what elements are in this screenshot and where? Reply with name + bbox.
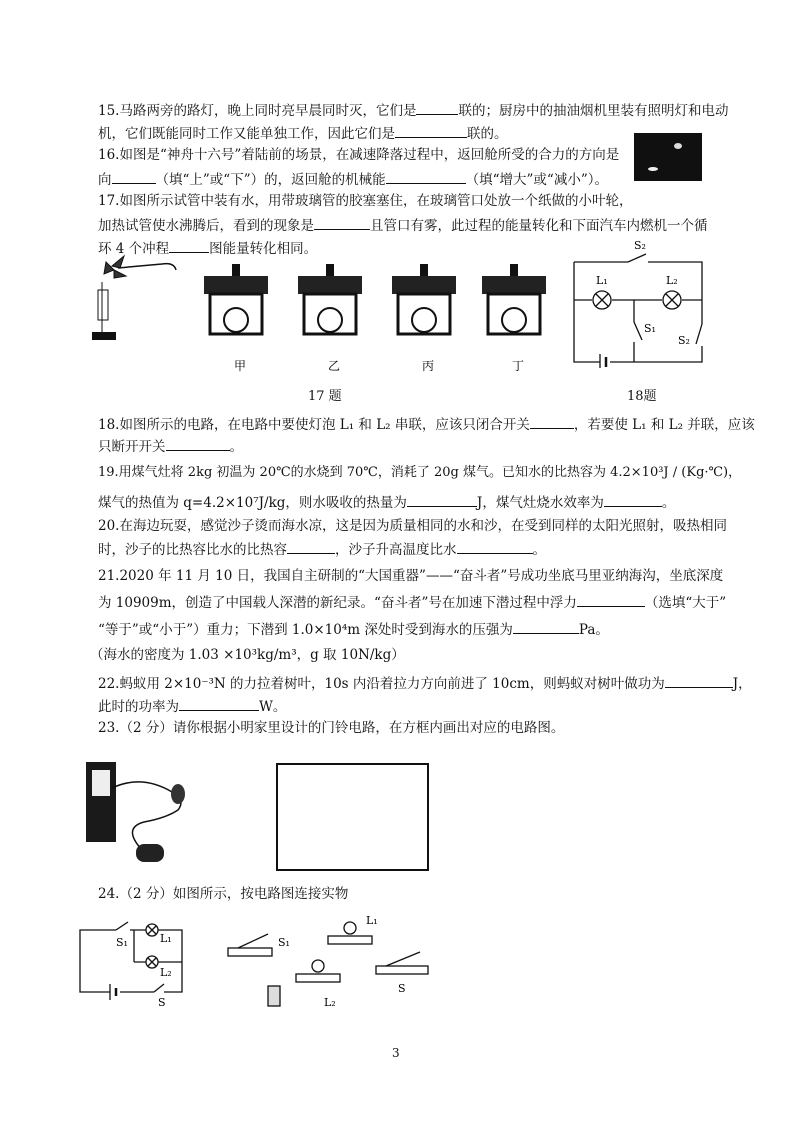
q21-text-b: 为 10909m，创造了中国载人深潜的新纪录。“奋斗者”号在加速下潜过程中浮力 [98,595,577,611]
circuit-18-label-l2: L₂ [666,274,678,287]
parachute-light [674,143,682,149]
q21-text-e: Pa。 [578,622,609,638]
q17-line1 [98,192,632,210]
q20-text-b: 时，沙子的比热容比水的比热容 [98,542,287,558]
circuit-18-label-s2-right: S₂ [678,334,690,347]
q18-blank-2 [166,436,230,451]
engine-yi [298,264,362,334]
q18-text-a: 18.如图所示的电路，在电路中要使灯泡 L₁ 和 L₂ 串联，应该只闭合开关 [98,417,530,433]
circuit-24-diagram [74,910,210,1006]
circuit-24-label-l1: L₁ [160,932,172,945]
q19-line2 [98,492,675,512]
engine-label-ding: 丁 [512,359,525,373]
q16-text-a: 16.如图是“神舟十六号”着陆前的场景，在减速降落过程中，返回舱所受的合力的方向是 [98,147,620,163]
q22-blank-1 [665,673,733,688]
q15-text-c: 机，它们既能同时工作又能单独工作，因此它们是 [98,126,395,142]
q22-text-a: 22.蚂蚁用 2×10⁻³N 的力拉着树叶，10s 内沿着拉力方向前进了 10cm，则蚂蚁对树叶做功为 [98,676,665,692]
q22-text-d: W。 [259,699,287,715]
battery-icon [136,844,164,862]
q18-line1 [98,414,755,434]
lamp-l2-object [296,974,340,982]
q16-line2 [98,169,608,189]
lamp-l1-object [328,936,372,944]
q17-text-e: 图能量转化相同。 [209,241,318,257]
q20-blank-1 [287,539,335,554]
q16-blank-2 [386,169,466,184]
q18-line2 [98,436,243,456]
circuit-18-label-l1: L₁ [596,274,608,287]
circuit-24-label-s1: S₁ [116,936,128,949]
q18-text-c: 只断开开关 [98,439,166,455]
shenzhou-16-photo [634,133,702,181]
hand-glass-tube [118,264,176,270]
doorbell-photo [82,758,194,868]
q20-line1 [98,517,727,535]
q21-blank-2 [513,619,579,634]
q23-line1 [98,719,564,737]
q17-text-d: 环 4 个冲程 [98,241,170,257]
test-tube-apparatus-figure [84,252,184,344]
real-objects-24-figure [220,912,442,1012]
q19-text-a: 19.用煤气灶将 2kg 初温为 20℃的水烧到 70℃，消耗了 20g 煤气。已知水的比热容为 4.2×10³J / (Kg·℃)， [98,465,742,480]
doorbell-wire [112,782,181,850]
engine-label-jia: 甲 [234,359,247,373]
q19-text-c: J，煤气灶烧水效率为 [476,495,604,511]
q19-line1 [98,464,741,482]
object-label-l2: L₂ [324,996,336,1009]
q17-text-b: 加热试管使水沸腾后，看到的现象是 [98,218,314,234]
q22-text-b: J， [732,676,752,692]
object-label-s: S [398,982,406,995]
q17-text-a: 17.如图所示试管中装有水，用带玻璃管的胶塞塞住，在玻璃管口处放一个纸做的小叶轮， [98,193,633,209]
caption-17: 17 题 [308,389,342,404]
q20-text-a: 20.在海边玩耍，感觉沙子烫而海水凉，这是因为质量相同的水和沙，在受到同样的太阳光照射，吸热相同 [98,518,727,534]
burner [92,332,116,340]
q23-text-a: 23.（2 分）请你根据小明家里设计的门铃电路，在方框内画出对应的电路图。 [98,720,565,736]
q22-text-c: 此时的功率为 [98,699,179,715]
circuit-18-label-s1: S₁ [644,322,656,335]
engine-jia [204,264,268,334]
switch-s-object [376,966,428,974]
page-number: 3 [392,1046,400,1060]
q18-blank-1 [530,414,574,429]
circuit-18-figure [570,238,710,368]
q15-line1 [98,100,728,120]
q15-text-a: 15.马路两旁的路灯，晚上同时亮早晨同时灭，它们是 [98,103,417,119]
switch-s2-top [628,254,646,262]
engine-bing [392,264,456,334]
bell-icon [171,784,185,804]
answer-box[interactable] [276,763,429,871]
battery-object [268,986,280,1006]
q18-text-b: ，若要使 L₁ 和 L₂ 并联，应该 [573,417,755,433]
q19-text-d: 。 [661,495,676,511]
q20-text-c: ，沙子升高温度比水 [335,542,457,558]
q17-text-c: 且管口有雾，此过程的能量转化和下面汽车内燃机一个循 [370,218,708,234]
circuit-18-wires [574,262,702,362]
q15-line2 [98,123,508,143]
q15-blank-1 [416,100,458,115]
engine-label-yi: 乙 [328,359,341,373]
q21-line2 [98,592,726,612]
q22-blank-2 [179,696,259,711]
q19-blank-1 [407,492,477,507]
q21-text-d: “等于”或“小于”）重力；下潜到 1.0×10⁴m 深处时受到海水的压强为 [98,622,513,638]
engine-label-bing: 丙 [422,359,435,373]
caption-18: 18题 [627,389,657,404]
q21-line3 [98,619,609,639]
switch-s-icon [154,984,164,992]
test-tube [98,290,108,320]
q21-line1 [98,567,723,585]
q15-text-d: 联的。 [467,126,508,142]
switch-s2-right [696,324,702,344]
q20-text-d: 。 [532,542,546,558]
q21-line4 [90,646,405,664]
q21-text-c: （选填“大于” [644,595,727,611]
switch-s1-icon [116,922,128,930]
q18-text-d: 。 [229,439,243,455]
q19-blank-2 [604,492,662,507]
engine-ding [482,264,546,334]
q19-text-b: 煤气的热值为 q=4.2×10⁷J/kg，则水吸收的热量为 [98,495,407,511]
q20-line2 [98,539,546,559]
circuit-24-label-l2: L₂ [160,966,172,979]
q17-blank-1 [314,215,370,230]
switch-s1 [634,322,642,340]
q24-text-a: 24.（2 分）如图所示，按电路图连接实物 [98,886,349,902]
q17-blank-2 [169,238,209,253]
circuit-18-label-s2-top: S₂ [634,239,646,252]
ground-light [648,167,658,171]
q21-text-f: （海水的密度为 1.03 ×10³kg/m³，g 取 10N/kg） [90,647,405,663]
q21-text-a: 21.2020 年 11 月 10 日，我国自主研制的“大国重器”——“奋斗者”号成功坐底马里亚纳海沟，坐底深度 [98,568,724,584]
q21-blank-1 [577,592,645,607]
q15-blank-2 [395,123,467,138]
engine-strokes-figure [196,258,556,376]
q20-blank-2 [457,539,533,554]
q16-text-c: （填“上”或“下”）的，返回舱的机械能 [155,172,386,188]
switch-s1-object [228,948,272,956]
q15-text-b: 联的；厨房中的抽油烟机里装有照明灯和电动 [458,103,729,119]
q24-line1 [98,885,348,903]
q16-line1 [98,146,619,164]
circuit-24-label-s: S [158,996,166,1006]
q16-text-d: （填“增大”或“减小”）。 [465,172,608,188]
q22-line1 [98,673,752,693]
q16-blank-1 [112,169,156,184]
q16-text-b: 向 [98,172,112,188]
object-label-s1: S₁ [278,936,290,949]
q17-line2 [98,215,708,235]
object-label-l1: L₁ [366,914,378,927]
q22-line2 [98,696,286,716]
